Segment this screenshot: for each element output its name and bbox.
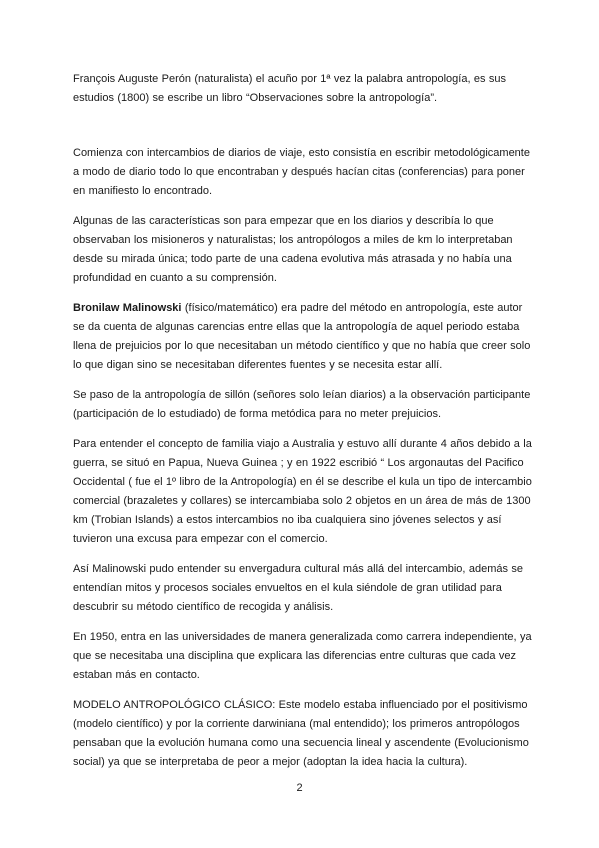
paragraph-caracteristicas: Algunas de las características son para empezar que en los diarios y describía lo que observaban los misioneros y naturalistas; los antropólogos a miles de km lo interpretaban desde su mirada única; todo parte de una cadena evolutiva más atrasada y no había una profundidad en cuanto a su comprensión. [73, 215, 513, 284]
paragraph-diarios-de-viaje: Comienza con intercambios de diarios de viaje, esto consistía en escribir metodológicamente a modo de diario todo lo que encontraban y después hacían citas (conferencias) para poner en manifiesto lo encontrado. [73, 147, 530, 197]
paragraph-1950: En 1950, entra en las universidades de manera generalizada como carrera independiente, ya que se necesitaba una disciplina que explicara las diferencias entre culturas que cada vez estaban más en contacto. [73, 631, 532, 681]
paragraph-australia: Para entender el concepto de familia viajo a Australia y estuvo allí durante 4 años debido a la guerra, se situó en Papua, Nueva Guinea ; y en 1922 escribió “ Los argonautas del Pacifico Occidental ( fue el 1º libro de la Antropología) en él se describe el kula un tipo de intercambio comercial (brazaletes y collares) se intercambiaba solo 2 objetos en un área de más de 1300 km (Trobian Islands) a estos intercambios no iba cualquiera sino jóvenes selectos y así tuvieron una excusa para empezar con el comercio. [73, 438, 532, 545]
malinowski-name: Bronilaw Malinowski [73, 302, 182, 314]
paragraph-antropologia-de-sillon: Se paso de la antropología de sillón (señores solo leían diarios) a la observación participante (participación de lo estudiado) de forma metódica para no meter prejuicios. [73, 389, 531, 420]
paragraph-modelo-clasico: MODELO ANTROPOLÓGICO CLÁSICO: Este modelo estaba influenciado por el positivismo (modelo científico) y por la corriente darwiniana (mal entendido); los primeros antropólogos pensaban que la evolución humana como una secuencia lineal y ascendente (Evolucionismo social) ya que se interpretaba de peor a mejor (adoptan la idea hacia la cultura). [73, 699, 529, 768]
paragraph-malinowski [73, 299, 533, 375]
paragraph-envergadura-cultural: Así Malinowski pudo entender su envergadura cultural más allá del intercambio, además se entendían mitos y procesos sociales envueltos en el kula siéndole de gran utilidad para descubrir su método científico de recogida y análisis. [73, 563, 523, 613]
page-number: 2 [296, 782, 303, 794]
document-body [73, 70, 533, 772]
malinowski-text: (físico/matemático) era padre del método en antropología, este autor se da cuenta de algunas carencias entre ellas que la antropología de aquel periodo estaba llena de prejuicios por lo que necesitaban un método científico y que no había que creer solo lo que digan sino se necesitaban diferentes fuentes y se necesita estar allí. [73, 302, 531, 371]
paragraph-peron: François Auguste Perón (naturalista) el acuño por 1ª vez la palabra antropología, es sus estudios (1800) se escribe un libro “Observaciones sobre la antropología”. [73, 73, 506, 104]
